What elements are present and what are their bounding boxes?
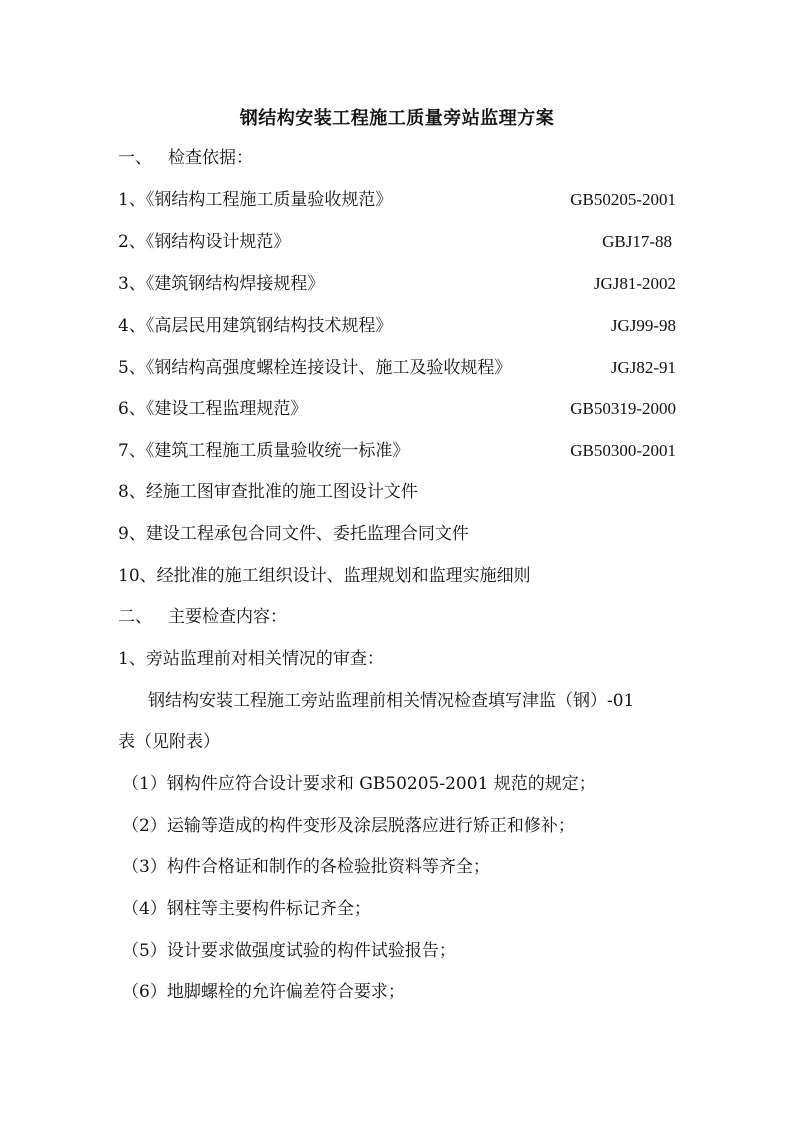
basis-text: 8、经施工图审查批准的施工图设计文件 — [118, 482, 418, 502]
standard-code: GBJ17-88 — [602, 232, 672, 251]
standard-code: GB50300-2001 — [570, 441, 676, 460]
check-item: （4）钢柱等主要构件标记齐全； — [122, 899, 371, 919]
standard-code: JGJ81-2002 — [593, 274, 676, 293]
check-item: （2）运输等造成的构件变形及涂层脱落应进行矫正和修补； — [122, 816, 575, 836]
standard-code: GB50205-2001 — [570, 190, 676, 209]
basis-text: 9、建设工程承包合同文件、委托监理合同文件 — [118, 524, 469, 544]
document-title: 钢结构安装工程施工质量旁站监理方案 — [239, 108, 555, 129]
paragraph-line: 表（见附表） — [118, 732, 220, 752]
paragraph-line: 钢结构安装工程施工旁站监理前相关情况检查填写津监（钢）-01 — [148, 691, 635, 711]
standard-code: JGJ82-91 — [610, 358, 676, 377]
basis-text: 10、经批准的施工组织设计、监理规划和监理实施细则 — [118, 566, 531, 586]
basis-text: 3、《建筑钢结构焊接规程》 — [118, 274, 325, 294]
basis-item — [118, 271, 676, 297]
basis-item — [118, 438, 676, 464]
section-heading-2 — [118, 604, 676, 630]
standard-code: JGJ99-98 — [610, 316, 676, 335]
section-heading-1 — [118, 145, 676, 171]
basis-item — [118, 187, 676, 213]
check-item: （5）设计要求做强度试验的构件试验报告； — [122, 941, 456, 961]
basis-item — [118, 563, 676, 589]
basis-text: 1、《钢结构工程施工质量验收规范》 — [118, 190, 393, 210]
section-label: 主要检查内容： — [168, 607, 287, 627]
check-item: （3）构件合格证和制作的各检验批资料等齐全； — [122, 857, 490, 877]
section-label: 检查依据： — [168, 148, 253, 168]
standard-code: GB50319-2000 — [570, 399, 676, 418]
basis-text: 7、《建筑工程施工质量验收统一标准》 — [118, 441, 410, 461]
basis-item — [118, 479, 676, 505]
basis-text: 4、《高层民用建筑钢结构技术规程》 — [118, 316, 393, 336]
subsection-heading: 1、旁站监理前对相关情况的审查： — [118, 649, 384, 669]
basis-item — [118, 521, 676, 547]
check-item: （6）地脚螺栓的允许偏差符合要求； — [122, 982, 405, 1002]
basis-text: 5、《钢结构高强度螺栓连接设计、施工及验收规程》 — [118, 358, 512, 378]
check-item: （1）钢构件应符合设计要求和 GB50205-2001 规范的规定； — [122, 774, 596, 794]
basis-text: 6、《建设工程监理规范》 — [118, 399, 308, 419]
basis-text: 2、《钢结构设计规范》 — [118, 232, 291, 252]
section-number: 一、 — [118, 148, 152, 168]
basis-item — [118, 229, 676, 255]
section-number: 二、 — [118, 607, 152, 627]
basis-item — [118, 313, 676, 339]
basis-item — [118, 396, 676, 422]
basis-item — [118, 355, 676, 381]
